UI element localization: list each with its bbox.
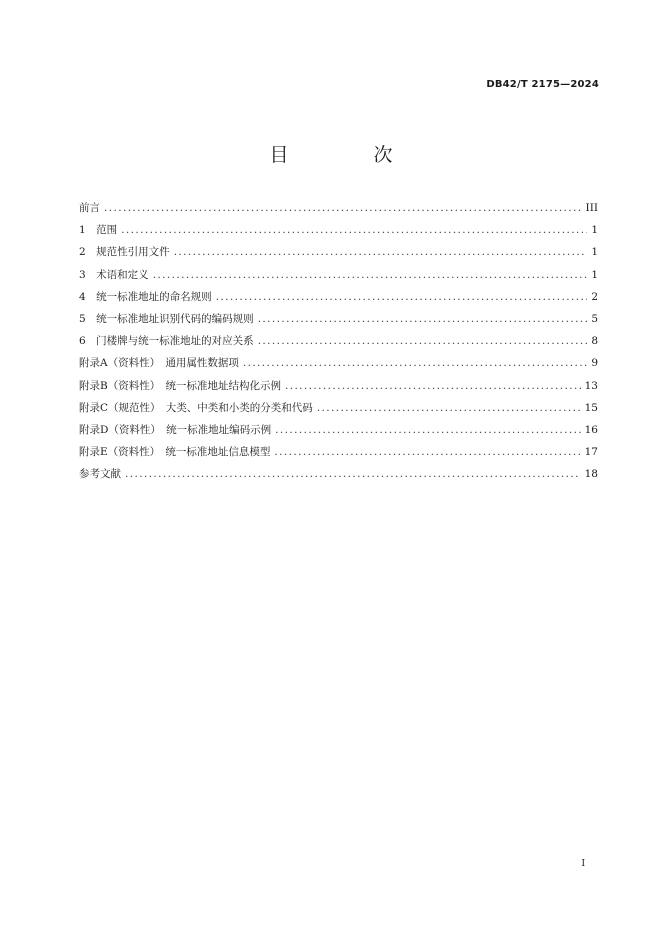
toc-entry-label: 5 统一标准地址识别代码的编码规则 <box>79 312 254 325</box>
toc-entry-label: 参考文献 <box>79 468 121 481</box>
toc-dot-leader <box>275 422 580 438</box>
toc-entry-label: 附录E（资料性） 统一标准地址信息模型 <box>79 446 271 459</box>
toc-entry-naming-rules[interactable] <box>79 289 598 311</box>
toc-dot-leader <box>153 267 588 283</box>
toc-entry-page: 16 <box>584 423 598 436</box>
toc-entry-coding-rules[interactable] <box>79 311 598 333</box>
toc-entry-page: 1 <box>591 246 598 259</box>
toc-entry-appendix-d[interactable] <box>79 422 598 444</box>
toc-dot-leader <box>317 400 581 416</box>
toc-entry-label: 前言 <box>79 202 100 214</box>
toc-entry-label: 附录D（资料性） 统一标准地址编码示例 <box>79 423 272 436</box>
toc-entry-scope[interactable] <box>79 222 598 244</box>
toc-dot-leader <box>174 244 588 260</box>
toc-entry-appendix-a[interactable] <box>79 355 598 377</box>
toc-dot-leader <box>121 222 587 238</box>
toc-entry-label: 附录A（资料性） 通用属性数据项 <box>79 357 239 370</box>
page-title: 目 次 <box>269 144 426 166</box>
toc-entry-page: 1 <box>591 224 598 237</box>
toc-entry-appendix-b[interactable] <box>79 378 598 400</box>
toc-entry-page: 9 <box>591 357 598 370</box>
toc-dot-leader <box>258 311 588 327</box>
document-code: DB42/T 2175—2024 <box>486 79 599 90</box>
toc-entry-page: 13 <box>584 379 598 392</box>
toc-entry-appendix-e[interactable] <box>79 444 598 466</box>
toc-entry-foreword[interactable] <box>79 200 598 222</box>
table-of-contents <box>79 200 598 488</box>
toc-entry-page: 15 <box>584 401 598 414</box>
toc-entry-bibliography[interactable] <box>79 466 598 488</box>
toc-dot-leader <box>258 333 588 349</box>
toc-entry-page: 17 <box>584 446 598 459</box>
toc-entry-page: 2 <box>591 290 598 303</box>
toc-dot-leader <box>125 466 581 482</box>
toc-dot-leader <box>216 289 588 305</box>
toc-entry-page: 1 <box>591 268 598 281</box>
toc-dot-leader <box>104 200 582 216</box>
toc-entry-page: 5 <box>591 312 598 325</box>
toc-entry-page: III <box>585 202 598 214</box>
toc-entry-appendix-c[interactable] <box>79 400 598 422</box>
toc-entry-label: 3 术语和定义 <box>79 268 149 281</box>
toc-entry-label: 附录C（规范性） 大类、中类和小类的分类和代码 <box>79 401 313 414</box>
toc-entry-normative-references[interactable] <box>79 244 598 266</box>
toc-entry-terms-definitions[interactable] <box>79 267 598 289</box>
toc-dot-leader <box>285 378 581 394</box>
toc-entry-label: 2 规范性引用文件 <box>79 246 170 259</box>
toc-entry-correspondence[interactable] <box>79 333 598 355</box>
toc-dot-leader <box>274 444 580 460</box>
page-number: I <box>581 859 585 869</box>
toc-dot-leader <box>243 355 587 371</box>
toc-entry-page: 8 <box>591 335 598 348</box>
toc-entry-label: 6 门楼牌与统一标准地址的对应关系 <box>79 335 254 348</box>
toc-entry-page: 18 <box>584 468 598 481</box>
toc-entry-label: 1 范围 <box>79 224 118 237</box>
toc-entry-label: 4 统一标准地址的命名规则 <box>79 290 212 303</box>
toc-entry-label: 附录B（资料性） 统一标准地址结构化示例 <box>79 379 281 392</box>
